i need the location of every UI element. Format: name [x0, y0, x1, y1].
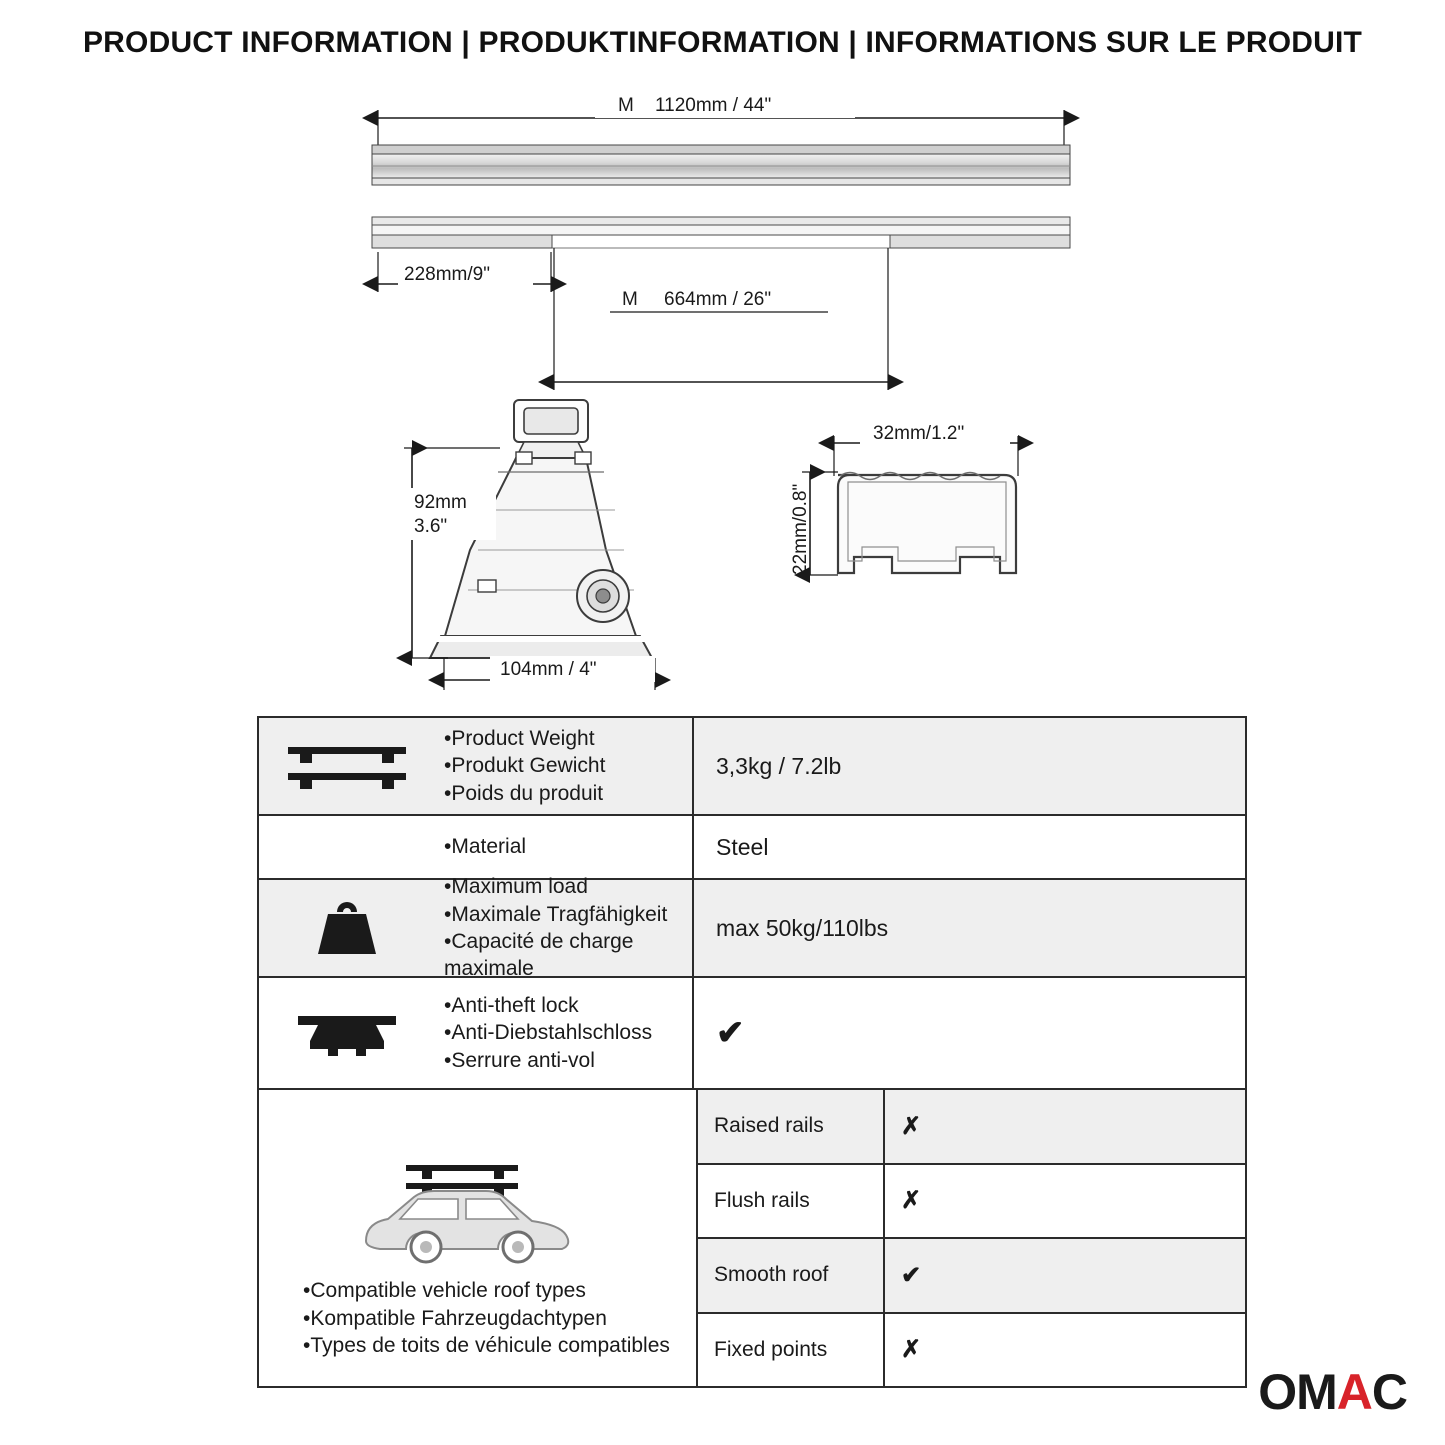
anti-theft-label-en: •Anti-theft lock	[444, 994, 579, 1018]
dimension-end-offset	[378, 252, 551, 292]
roof-type-labels	[259, 1265, 696, 1386]
anti-theft-label-fr: •Serrure anti-vol	[444, 1048, 595, 1072]
page-title: PRODUCT INFORMATION | PRODUKTINFORMATION | INFORMATIONS SUR LE PRODUIT	[82, 26, 1363, 59]
svg-text:104mm / 4": 104mm / 4"	[500, 659, 597, 680]
anti-theft-label-de: •Anti-Diebstahlschloss	[444, 1021, 653, 1045]
crossbar-front-view	[372, 145, 1070, 185]
svg-text:228mm/9": 228mm/9"	[404, 264, 490, 285]
technical-drawing	[0, 80, 1445, 710]
anti-theft-value: ✔	[692, 978, 1245, 1088]
material-value: Steel	[692, 816, 1245, 878]
lock-foot-icon	[259, 978, 434, 1088]
svg-text:M: M	[618, 95, 634, 116]
profile-cross-section	[838, 473, 1016, 574]
roof-type-name: Fixed points	[714, 1337, 828, 1361]
max-load-labels	[434, 875, 692, 981]
roof-types-subtable	[696, 1090, 1245, 1386]
material-icon-placeholder	[259, 816, 434, 878]
material-labels	[434, 816, 692, 878]
roof-type-value: ✗	[883, 1314, 1245, 1387]
crossbar-top-view	[372, 217, 1070, 248]
table-row-roof-types	[259, 1090, 1245, 1386]
roof-type-value: ✗	[883, 1165, 1245, 1238]
roof-type-name: Raised rails	[714, 1114, 824, 1138]
svg-text:22mm/0.8": 22mm/0.8"	[790, 483, 811, 575]
material-label: •Material	[444, 835, 527, 859]
anti-theft-labels	[434, 978, 692, 1088]
roof-label-fr: •Types de toits de véhicule compatibles	[303, 1334, 670, 1358]
table-row-weight	[259, 718, 1245, 816]
roof-type-row	[698, 1239, 1245, 1314]
table-row-material	[259, 816, 1245, 880]
logo-part2: C	[1371, 1364, 1407, 1420]
dimension-profile-height	[790, 472, 838, 575]
dimension-profile-width	[834, 420, 1018, 476]
roof-left-cell	[259, 1090, 696, 1386]
svg-text:3.6": 3.6"	[414, 516, 448, 537]
roof-label-en: •Compatible vehicle roof types	[303, 1278, 586, 1302]
crossbars-icon	[259, 718, 434, 814]
weight-label-de: •Produkt Gewicht	[444, 754, 606, 778]
weight-labels	[434, 718, 692, 814]
table-row-anti-theft	[259, 978, 1245, 1090]
max-load-label-fr: •Capacité de charge maximale	[444, 930, 634, 981]
roof-type-row	[698, 1314, 1245, 1387]
car-with-rack-icon	[259, 1141, 696, 1265]
roof-type-row	[698, 1090, 1245, 1165]
roof-type-row	[698, 1165, 1245, 1240]
dimension-bar-spacing	[554, 248, 888, 390]
roof-type-value: ✗	[883, 1090, 1245, 1163]
max-load-value: max 50kg/110lbs	[692, 880, 1245, 976]
weight-value: 3,3kg / 7.2lb	[692, 718, 1245, 814]
weight-label-en: •Product Weight	[444, 727, 595, 751]
roof-type-name: Smooth roof	[714, 1263, 829, 1287]
svg-text:M: M	[622, 289, 638, 310]
dimension-foot-width	[444, 656, 655, 690]
weight-label-fr: •Poids du produit	[444, 781, 604, 805]
max-load-label-en: •Maximum load	[444, 875, 588, 899]
roof-type-value: ✔	[883, 1239, 1245, 1312]
table-row-max-load	[259, 875, 1245, 981]
svg-text:1120mm / 44": 1120mm / 44"	[655, 95, 772, 116]
logo-part1: OM	[1258, 1364, 1337, 1420]
logo-accent: A	[1336, 1364, 1372, 1420]
svg-text:664mm / 26": 664mm / 26"	[664, 289, 772, 310]
roof-label-de: •Kompatible Fahrzeugdachtypen	[303, 1306, 607, 1330]
svg-text:32mm/1.2": 32mm/1.2"	[873, 423, 965, 444]
brand-logo	[1258, 1364, 1407, 1420]
roof-type-name: Flush rails	[714, 1188, 810, 1212]
max-load-label-de: •Maximale Tragfähigkeit	[444, 902, 668, 926]
spec-table	[257, 716, 1247, 1388]
weight-icon	[259, 880, 434, 976]
svg-text:92mm: 92mm	[414, 492, 467, 513]
